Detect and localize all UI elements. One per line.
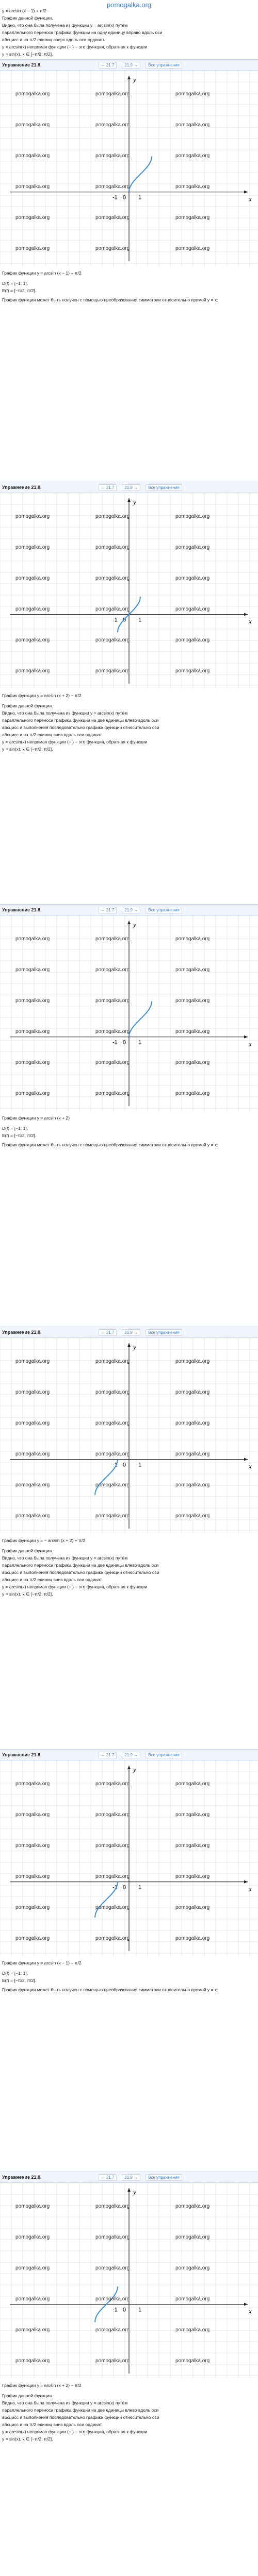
- watermark-text: pomogalka.org: [15, 1091, 50, 1096]
- tick-label-1: 1: [138, 1884, 142, 1891]
- explanation-text-line: y = arcsin(x) непрямая функции (− ) − это функция, обратная к функции: [2, 739, 148, 744]
- watermark-text: pomogalka.org: [15, 91, 50, 97]
- watermark-text: pomogalka.org: [15, 2204, 50, 2209]
- explanation-text-line: График данной функции.: [2, 2393, 53, 2398]
- watermark-text: pomogalka.org: [95, 2358, 130, 2364]
- exercise-nav: [99, 1752, 182, 1758]
- x-axis-label: x: [249, 617, 252, 625]
- domain-range-text-line: E(f) = [−π/2; π/2].: [2, 288, 37, 293]
- y-axis-arrow-icon: [127, 76, 131, 79]
- next-exercise-button[interactable]: 21.9 →: [122, 484, 140, 491]
- watermark-text: pomogalka.org: [95, 1812, 130, 1818]
- y-axis-label: y: [133, 498, 136, 506]
- watermark-text: pomogalka.org: [95, 1029, 130, 1035]
- graph-note-text: [2, 1141, 256, 1148]
- watermark-text: pomogalka.org: [95, 184, 130, 190]
- site-title[interactable]: pomogalka.org: [107, 1, 151, 9]
- exercise-title: Упражнение 21.8.: [2, 2175, 42, 2180]
- graph-caption: [2, 269, 256, 277]
- watermark-text: pomogalka.org: [175, 545, 210, 550]
- watermark-text: pomogalka.org: [15, 998, 50, 1004]
- watermark-text: pomogalka.org: [175, 1513, 210, 1519]
- graph-caption-line: График функции y = arcsin (x − 1) + π/2: [2, 1960, 82, 1965]
- x-axis-arrow-icon: [244, 2303, 248, 2306]
- watermark-text: pomogalka.org: [15, 2327, 50, 2333]
- domain-range-text-line: D(f) = [−1; 1],: [2, 281, 28, 286]
- watermark-text: pomogalka.org: [95, 2327, 130, 2333]
- explanation-text-line: параллельного переноса графика функции на две единицы влево вдоль оси: [2, 718, 159, 723]
- domain-range-text: [2, 1125, 256, 1139]
- next-exercise-button[interactable]: 21.9 →: [122, 2174, 140, 2181]
- graph-note-text: [2, 296, 256, 303]
- watermark-text: pomogalka.org: [15, 575, 50, 581]
- explanation-text-line: абсцисс и на π/2 единиц вниз вдоль оси ординат.: [2, 2422, 103, 2427]
- watermark-text: pomogalka.org: [95, 1513, 130, 1519]
- watermark-text: pomogalka.org: [15, 514, 50, 519]
- x-axis-label: x: [249, 2307, 252, 2315]
- tick-label-1: 1: [138, 2307, 142, 2313]
- graph-caption-line: График функции y = arcsin (x + 2): [2, 1115, 70, 1121]
- watermark-text: pomogalka.org: [175, 2204, 210, 2209]
- function-graph: [0, 1338, 258, 1534]
- exercise-nav: [99, 62, 182, 69]
- y-axis-label: y: [133, 921, 136, 928]
- all-exercises-button[interactable]: Все упражнения: [146, 62, 182, 69]
- watermark-text: pomogalka.org: [15, 1420, 50, 1426]
- watermark-text: pomogalka.org: [95, 1091, 130, 1096]
- watermark-text: pomogalka.org: [175, 514, 210, 519]
- watermark-text: pomogalka.org: [175, 668, 210, 674]
- watermark-text: pomogalka.org: [95, 668, 130, 674]
- x-axis-arrow-icon: [244, 1036, 248, 1039]
- watermark-text: pomogalka.org: [95, 1451, 130, 1457]
- tick-label-minus-1: -1: [112, 617, 118, 623]
- watermark-text: pomogalka.org: [95, 1420, 130, 1426]
- y-axis-arrow-icon: [127, 2188, 131, 2192]
- watermark-text: pomogalka.org: [15, 545, 50, 550]
- watermark-text: pomogalka.org: [95, 936, 130, 942]
- origin-label: 0: [123, 1884, 126, 1891]
- next-exercise-button[interactable]: 21.9 →: [122, 1329, 140, 1336]
- function-graph: [0, 71, 258, 266]
- exercise-nav: [99, 2174, 182, 2181]
- y-axis-arrow-icon: [127, 1343, 131, 1347]
- tick-label-1: 1: [138, 1039, 142, 1046]
- explanation-text-line: абсцисс и на π/2 единиц вниз вдоль оси ординат.: [2, 732, 103, 737]
- watermark-text: pomogalka.org: [95, 514, 130, 519]
- watermark-text: pomogalka.org: [15, 1843, 50, 1849]
- intro-text-line: y = sin(x), x ∈ [−π/2; π/2].: [2, 52, 53, 57]
- exercise-nav: [99, 484, 182, 491]
- y-axis-label: y: [133, 76, 136, 83]
- watermark-text: pomogalka.org: [15, 1389, 50, 1395]
- graph-note-text-line: График функции может быть получен с помощью преобразования симметрии относительно прямой y = x:: [2, 1987, 218, 1992]
- watermark-text: pomogalka.org: [175, 2265, 210, 2271]
- tick-label-minus-1: -1: [112, 1884, 118, 1891]
- watermark-text: pomogalka.org: [175, 1905, 210, 1910]
- watermark-text: pomogalka.org: [15, 1812, 50, 1818]
- next-exercise-button[interactable]: 21.9 →: [122, 1752, 140, 1758]
- watermark-text: pomogalka.org: [95, 575, 130, 581]
- watermark-text: pomogalka.org: [15, 1060, 50, 1065]
- watermark-text: pomogalka.org: [95, 1936, 130, 1941]
- exercise-bar: [0, 482, 258, 493]
- watermark-text: pomogalka.org: [175, 1060, 210, 1065]
- watermark-text: pomogalka.org: [175, 1420, 210, 1426]
- prev-exercise-button[interactable]: ← 21.7: [99, 907, 117, 913]
- watermark-text: pomogalka.org: [175, 575, 210, 581]
- origin-label: 0: [123, 1039, 126, 1046]
- y-axis-label: y: [133, 1343, 136, 1351]
- function-curve: [129, 1002, 152, 1037]
- watermark-text: pomogalka.org: [15, 1482, 50, 1488]
- all-exercises-button[interactable]: Все упражнения: [146, 2174, 182, 2181]
- watermark-text: pomogalka.org: [175, 122, 210, 128]
- watermark-text: pomogalka.org: [95, 1905, 130, 1910]
- watermark-text: pomogalka.org: [95, 246, 130, 251]
- watermark-text: pomogalka.org: [175, 606, 210, 612]
- watermark-text: pomogalka.org: [175, 1781, 210, 1787]
- watermark-text: pomogalka.org: [175, 153, 210, 159]
- prev-exercise-button[interactable]: ← 21.7: [99, 1329, 117, 1336]
- y-axis-label: y: [133, 2188, 136, 2196]
- watermark-text: pomogalka.org: [95, 967, 130, 973]
- explanation-text-line: Видно, что она была получена из функции y = arcsin(x) путём: [2, 1555, 128, 1561]
- tick-label-minus-1: -1: [112, 1462, 118, 1468]
- watermark-text: pomogalka.org: [175, 1936, 210, 1941]
- watermark-text: pomogalka.org: [175, 998, 210, 1004]
- intro-text: [2, 7, 256, 58]
- domain-range-text-line: E(f) = [−π/2; π/2].: [2, 1133, 37, 1138]
- tick-label-minus-1: -1: [112, 194, 118, 201]
- explanation-text-line: Видно, что она была получена из функции y = arcsin(x) путём: [2, 710, 128, 716]
- graph-caption: [2, 1537, 256, 1544]
- exercise-nav: [99, 1329, 182, 1336]
- exercise-title: Упражнение 21.8.: [2, 1330, 42, 1335]
- watermark-text: pomogalka.org: [15, 1874, 50, 1879]
- watermark-text: pomogalka.org: [15, 1905, 50, 1910]
- y-axis-arrow-icon: [127, 921, 131, 924]
- watermark-text: pomogalka.org: [175, 91, 210, 97]
- watermark-text: pomogalka.org: [15, 1451, 50, 1457]
- watermark-text: pomogalka.org: [95, 153, 130, 159]
- watermark-text: pomogalka.org: [15, 1936, 50, 1941]
- function-graph: [0, 493, 258, 689]
- watermark-text: pomogalka.org: [95, 545, 130, 550]
- explanation-text-line: абсцисс и выполнения последовательно графика функции относительно оси: [2, 1570, 159, 1575]
- function-graph: [0, 1760, 258, 1956]
- domain-range-text: [2, 1970, 256, 1984]
- graph-note-text-line: График функции может быть получен с помощью преобразования симметрии относительно прямой y = x:: [2, 1142, 218, 1147]
- explanation-text: [2, 702, 256, 753]
- explanation-text-line: y = sin(x), x ∈ [−π/2; π/2].: [2, 747, 53, 752]
- watermark-text: pomogalka.org: [95, 998, 130, 1004]
- y-axis-label: y: [133, 1766, 136, 1773]
- watermark-text: pomogalka.org: [15, 215, 50, 221]
- watermark-text: pomogalka.org: [175, 215, 210, 221]
- prev-exercise-button[interactable]: ← 21.7: [99, 62, 117, 69]
- graph-caption-line: График функции y = arcsin (x + 2) − π/2: [2, 2383, 82, 2388]
- watermark-text: pomogalka.org: [95, 2265, 130, 2271]
- prev-exercise-button[interactable]: ← 21.7: [99, 484, 117, 491]
- explanation-text-line: абсцисс и на π/2 единиц вниз вдоль оси ординат.: [2, 1577, 103, 1582]
- watermark-text: pomogalka.org: [15, 2234, 50, 2240]
- explanation-text: [2, 2392, 256, 2443]
- watermark-text: pomogalka.org: [15, 637, 50, 643]
- graph-note-text-line: График функции может быть получен с помощью преобразования симметрии относительно прямой y = x:: [2, 297, 218, 302]
- watermark-text: pomogalka.org: [175, 1091, 210, 1096]
- watermark-text: pomogalka.org: [95, 1482, 130, 1488]
- watermark-text: pomogalka.org: [175, 2296, 210, 2302]
- watermark-text: pomogalka.org: [95, 1781, 130, 1787]
- next-exercise-button[interactable]: 21.9 →: [122, 907, 140, 913]
- exercise-title: Упражнение 21.8.: [2, 907, 42, 912]
- watermark-text: pomogalka.org: [15, 246, 50, 251]
- x-axis-label: x: [249, 1885, 252, 1893]
- watermark-text: pomogalka.org: [95, 91, 130, 97]
- x-axis-arrow-icon: [244, 1458, 248, 1461]
- graph-caption-line: График функции y = arcsin (x + 2) − π/2: [2, 693, 82, 698]
- exercise-bar: [0, 904, 258, 916]
- all-exercises-button[interactable]: Все упражнения: [146, 1752, 182, 1758]
- watermark-text: pomogalka.org: [95, 2296, 130, 2302]
- watermark-text: pomogalka.org: [95, 2234, 130, 2240]
- explanation-text-line: Видно, что она была получена из функции y = arcsin(x) путём: [2, 2400, 128, 2405]
- watermark-text: pomogalka.org: [15, 153, 50, 159]
- watermark-text: pomogalka.org: [95, 2204, 130, 2209]
- tick-label-minus-1: -1: [112, 1039, 118, 1046]
- intro-text-line: абсцисс и на π/2 единиц вверх вдоль оси ординат.: [2, 37, 105, 42]
- y-axis-arrow-icon: [127, 1766, 131, 1769]
- x-axis-label: x: [249, 1040, 252, 1048]
- x-axis-arrow-icon: [244, 191, 248, 194]
- explanation-text-line: параллельного переноса графика функции на две единицы влево вдоль оси: [2, 2408, 159, 2413]
- explanation-text-line: График данной функции.: [2, 1548, 53, 1553]
- intro-text-line: Видно, что она была получена из функции y = arcsin(x) путём: [2, 23, 128, 28]
- watermark-text: pomogalka.org: [95, 637, 130, 643]
- graph-caption-line: График функции y = arcsin (x − 1) + π/2: [2, 270, 82, 276]
- watermark-text: pomogalka.org: [15, 967, 50, 973]
- watermark-text: pomogalka.org: [95, 606, 130, 612]
- watermark-text: pomogalka.org: [95, 1389, 130, 1395]
- intro-text-line: y = arcsin(x) непрямая функции (− ) − это функция, обратная к функции: [2, 44, 148, 49]
- exercise-bar: [0, 1749, 258, 1760]
- tick-label-1: 1: [138, 1462, 142, 1468]
- prev-exercise-button[interactable]: ← 21.7: [99, 1752, 117, 1758]
- domain-range-text-line: D(f) = [−1; 1],: [2, 1126, 28, 1131]
- watermark-text: pomogalka.org: [15, 122, 50, 128]
- watermark-text: pomogalka.org: [175, 1451, 210, 1457]
- watermark-text: pomogalka.org: [15, 2358, 50, 2364]
- watermark-text: pomogalka.org: [175, 1812, 210, 1818]
- watermark-text: pomogalka.org: [15, 668, 50, 674]
- watermark-text: pomogalka.org: [175, 1029, 210, 1035]
- explanation-text-line: y = arcsin(x) непрямая функции (− ) − это функция, обратная к функции: [2, 2429, 148, 2434]
- exercise-bar: [0, 1327, 258, 1338]
- all-exercises-button[interactable]: Все упражнения: [146, 484, 182, 491]
- exercise-title: Упражнение 21.8.: [2, 485, 42, 490]
- tick-label-1: 1: [138, 194, 142, 201]
- watermark-text: pomogalka.org: [15, 2265, 50, 2271]
- explanation-text-line: y = sin(x), x ∈ [−π/2; π/2].: [2, 1591, 53, 1597]
- exercise-title: Упражнение 21.8.: [2, 1752, 42, 1757]
- watermark-text: pomogalka.org: [15, 1029, 50, 1035]
- exercise-nav: [99, 907, 182, 913]
- graph-note-text: [2, 1986, 256, 1993]
- explanation-text-line: параллельного переноса графика функции на две единицы влево вдоль оси: [2, 1563, 159, 1568]
- function-graph: [0, 916, 258, 1111]
- explanation-text: [2, 1547, 256, 1598]
- watermark-text: pomogalka.org: [95, 1060, 130, 1065]
- watermark-text: pomogalka.org: [175, 2358, 210, 2364]
- intro-text-line: График данной функции.: [2, 15, 53, 21]
- watermark-text: pomogalka.org: [15, 1359, 50, 1364]
- function-graph: [0, 2183, 258, 2379]
- watermark-text: pomogalka.org: [95, 122, 130, 128]
- watermark-text: pomogalka.org: [175, 1843, 210, 1849]
- watermark-text: pomogalka.org: [95, 1843, 130, 1849]
- watermark-text: pomogalka.org: [175, 1482, 210, 1488]
- explanation-text-line: y = arcsin(x) непрямая функции (− ) − это функция, обратная к функции: [2, 1584, 148, 1589]
- watermark-text: pomogalka.org: [95, 1359, 130, 1364]
- watermark-text: pomogalka.org: [15, 2296, 50, 2302]
- domain-range-text: [2, 280, 256, 294]
- watermark-text: pomogalka.org: [175, 637, 210, 643]
- tick-label-1: 1: [138, 617, 142, 623]
- all-exercises-button[interactable]: Все упражнения: [146, 907, 182, 913]
- exercise-bar: [0, 59, 258, 71]
- watermark-text: pomogalka.org: [15, 1781, 50, 1787]
- explanation-text-line: График данной функции.: [2, 703, 53, 708]
- watermark-text: pomogalka.org: [175, 2234, 210, 2240]
- x-axis-arrow-icon: [244, 1880, 248, 1884]
- watermark-text: pomogalka.org: [175, 1874, 210, 1879]
- watermark-text: pomogalka.org: [175, 967, 210, 973]
- function-curve: [129, 157, 152, 192]
- graph-caption: [2, 1114, 256, 1122]
- next-exercise-button[interactable]: 21.9 →: [122, 62, 140, 69]
- all-exercises-button[interactable]: Все упражнения: [146, 1329, 182, 1336]
- explanation-text-line: абсцисс и выполнения последовательно графика функции относительно оси: [2, 2415, 159, 2420]
- intro-text-line: параллельного переноса графика функции на одну единицу вправо вдоль оси: [2, 30, 163, 35]
- watermark-text: pomogalka.org: [175, 184, 210, 190]
- watermark-text: pomogalka.org: [175, 1389, 210, 1395]
- origin-label: 0: [123, 1462, 126, 1468]
- graph-caption: [2, 692, 256, 699]
- watermark-text: pomogalka.org: [175, 246, 210, 251]
- watermark-text: pomogalka.org: [15, 1513, 50, 1519]
- explanation-text-line: абсцисс и выполнения последовательно графика функции относительно оси: [2, 725, 159, 730]
- x-axis-arrow-icon: [244, 613, 248, 616]
- explanation-text-line: y = sin(x), x ∈ [−π/2; π/2].: [2, 2436, 53, 2442]
- intro-text-line: y = arcsin (x − 1) + π/2: [2, 8, 46, 13]
- y-axis-arrow-icon: [127, 498, 131, 502]
- watermark-text: pomogalka.org: [15, 606, 50, 612]
- x-axis-label: x: [249, 1462, 252, 1470]
- watermark-text: pomogalka.org: [15, 936, 50, 942]
- watermark-text: pomogalka.org: [175, 2327, 210, 2333]
- tick-label-minus-1: -1: [112, 2307, 118, 2313]
- watermark-text: pomogalka.org: [175, 1359, 210, 1364]
- watermark-text: pomogalka.org: [95, 215, 130, 221]
- graph-caption: [2, 1959, 256, 1967]
- watermark-text: pomogalka.org: [15, 184, 50, 190]
- x-axis-label: x: [249, 195, 252, 203]
- exercise-bar: [0, 2172, 258, 2183]
- prev-exercise-button[interactable]: ← 21.7: [99, 2174, 117, 2181]
- origin-label: 0: [123, 617, 126, 623]
- watermark-text: pomogalka.org: [95, 1874, 130, 1879]
- exercise-title: Упражнение 21.8.: [2, 62, 42, 67]
- origin-label: 0: [123, 194, 126, 201]
- graph-caption-line: График функции y = − arcsin (x + 2) + π/2: [2, 1538, 85, 1543]
- origin-label: 0: [123, 2307, 126, 2313]
- domain-range-text-line: D(f) = [−1; 1],: [2, 1971, 28, 1976]
- graph-caption: [2, 2382, 256, 2389]
- watermark-text: pomogalka.org: [175, 936, 210, 942]
- domain-range-text-line: E(f) = [−π/2; π/2].: [2, 1978, 37, 1983]
